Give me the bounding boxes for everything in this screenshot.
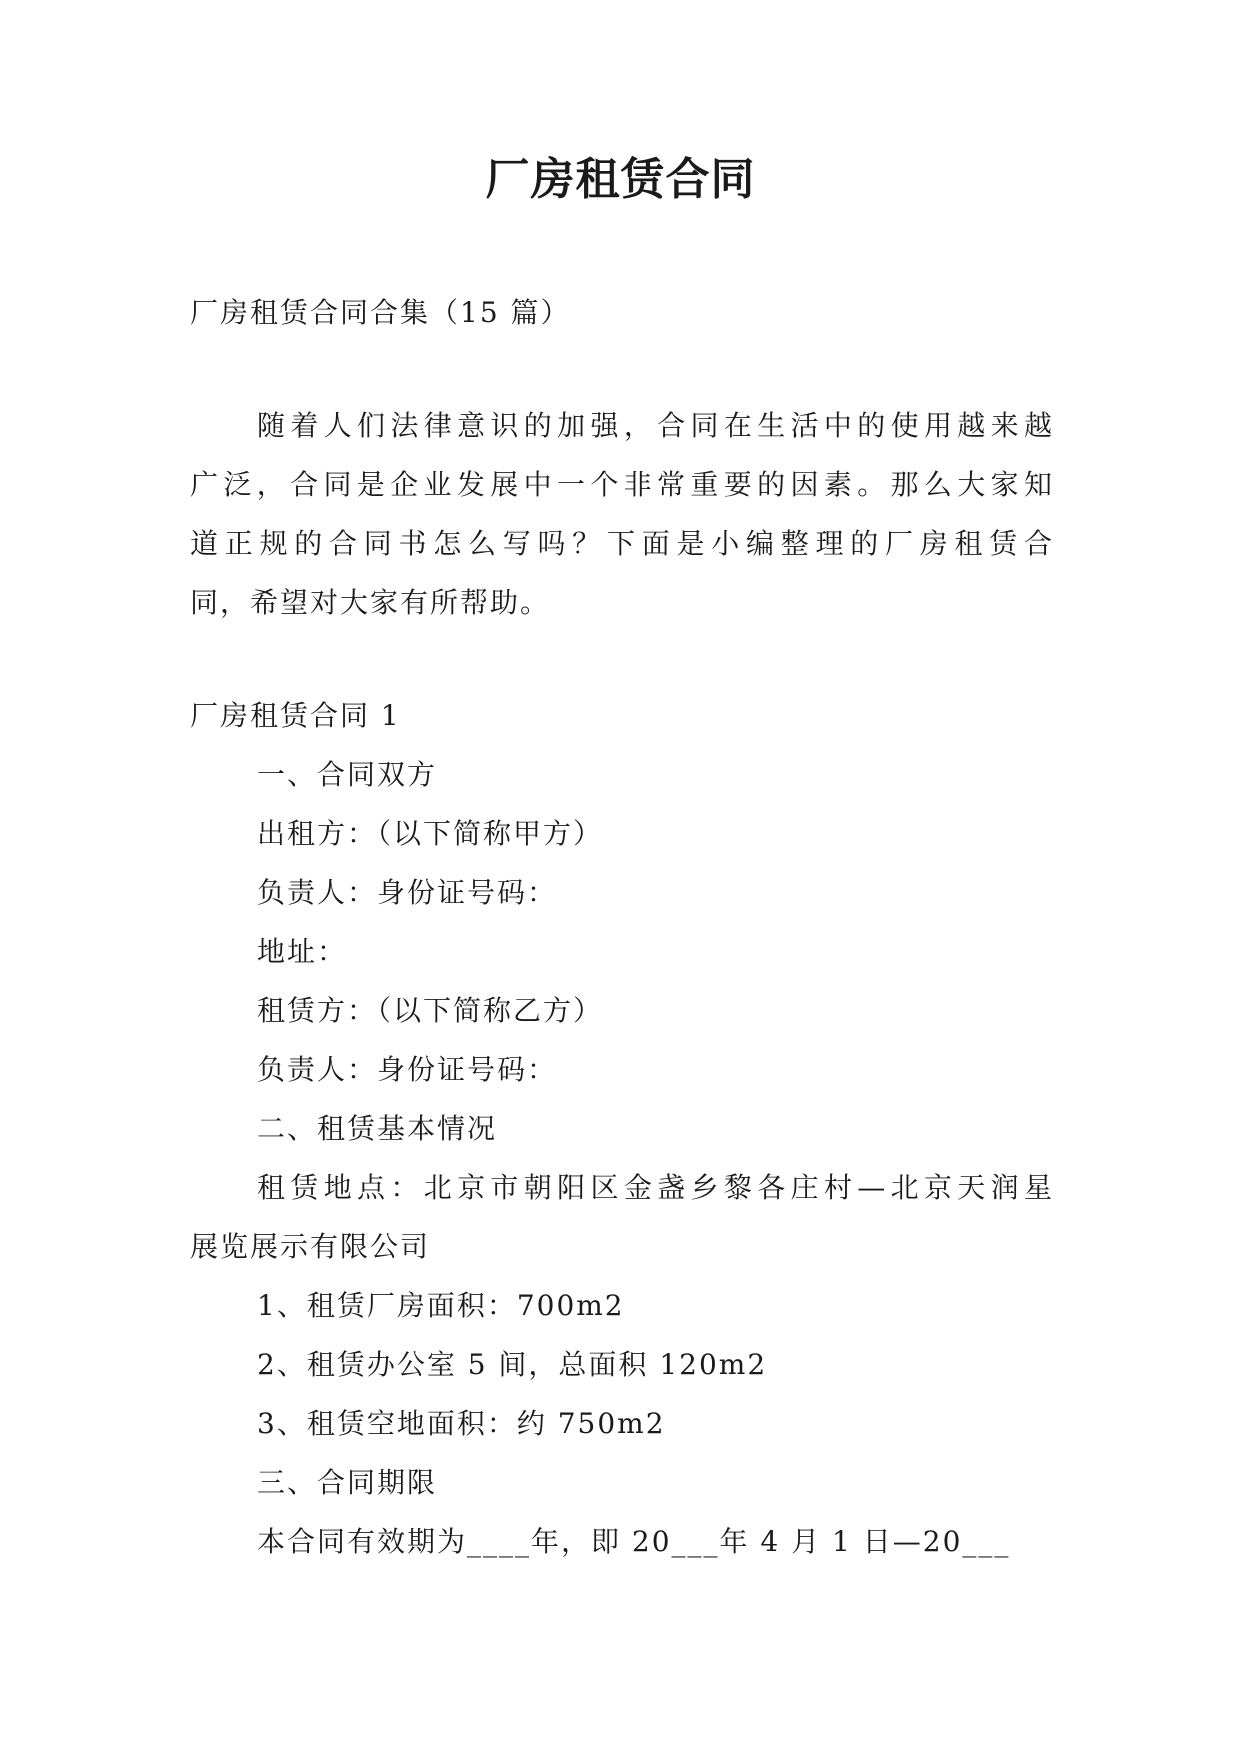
contract-heading: 厂房租赁合同 1 — [190, 699, 401, 732]
document-title: 厂房租赁合同 — [485, 154, 756, 205]
intro-line-1: 随着人们法律意识的加强，合同在生活中的使用越来越 — [257, 409, 1052, 442]
lessor-line: 出租方：（以下简称甲方） — [257, 817, 604, 850]
lease-item-office: 2、租赁办公室 5 间，总面积 120m2 — [257, 1348, 768, 1381]
lease-item-open-space: 3、租赁空地面积：约 750m2 — [257, 1407, 666, 1440]
lessee-line: 租赁方：（以下简称乙方） — [257, 994, 604, 1027]
section-term-heading: 三、合同期限 — [257, 1466, 438, 1499]
section-parties-heading: 一、合同双方 — [257, 758, 438, 791]
lease-item-factory-area: 1、租赁厂房面积：700m2 — [257, 1289, 625, 1322]
contract-term-line: 本合同有效期为____年，即 20___年 4 月 1 日—20___ — [257, 1525, 1011, 1558]
address-line: 地址： — [257, 935, 348, 968]
lease-location-line-2: 展览展示有限公司 — [190, 1230, 431, 1263]
intro-line-4: 同，希望对大家有所帮助。 — [190, 586, 551, 619]
lease-location-line-1: 租赁地点：北京市朝阳区金盏乡黎各庄村—北京天润星 — [257, 1171, 1052, 1204]
section-lease-basics-heading: 二、租赁基本情况 — [257, 1112, 498, 1145]
intro-line-2: 广泛，合同是企业发展中一个非常重要的因素。那么大家知 — [190, 468, 1052, 501]
intro-line-3: 道正规的合同书怎么写吗？下面是小编整理的厂房租赁合 — [190, 527, 1052, 560]
lessor-representative-line: 负责人：身份证号码： — [257, 876, 558, 909]
lessee-representative-line: 负责人：身份证号码： — [257, 1053, 558, 1086]
collection-subtitle: 厂房租赁合同合集（15 篇） — [190, 296, 571, 329]
